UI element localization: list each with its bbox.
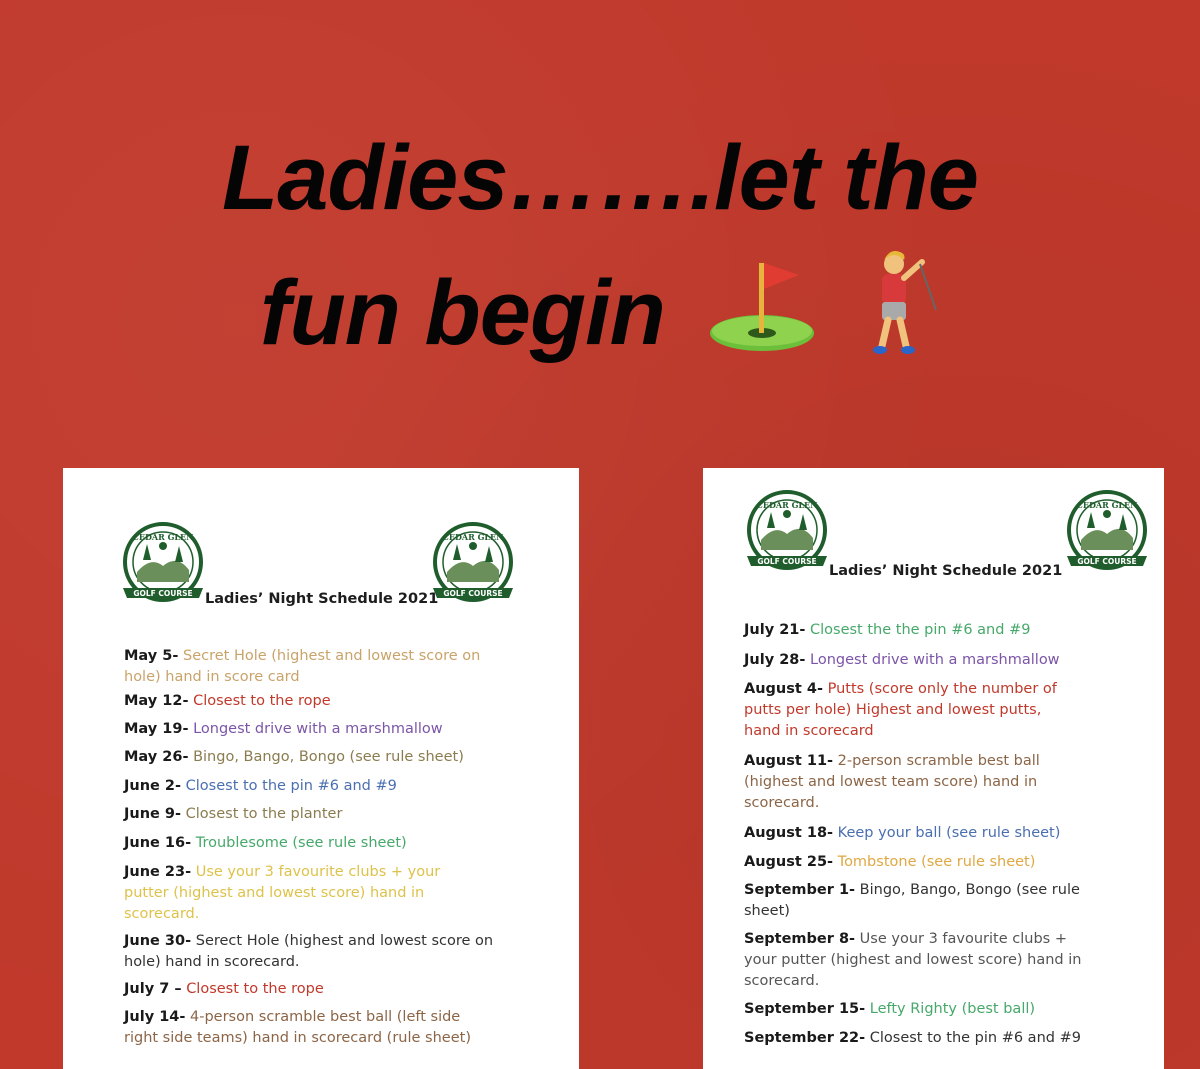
schedule-title: Ladies’ Night Schedule 2021 <box>829 563 1063 579</box>
entry-description-line: hole) hand in scorecard. <box>124 954 300 970</box>
entry-description-line: Serect Hole (highest and lowest score on <box>195 933 494 949</box>
entry-date: June 9- <box>124 806 182 822</box>
entry-description-line: (highest and lowest team score) hand in <box>744 774 1038 790</box>
entry-date: May 12- <box>124 693 189 709</box>
headline-line-2-row <box>0 250 1200 375</box>
entry-description-line: Use your 3 favourite clubs + <box>859 931 1067 947</box>
logo-arc-text: CEDAR GLEN <box>442 532 504 542</box>
entry-description-line: Tombstone (see rule sheet) <box>837 854 1036 870</box>
entry-description-line: Closest to the pin #6 and #9 <box>869 1030 1081 1046</box>
schedule-entry <box>124 862 554 925</box>
entry-date: June 30- <box>124 933 192 949</box>
entry-date: August 25- <box>744 854 834 870</box>
logo-arc-text: CEDAR GLEN <box>132 532 194 542</box>
schedule-entry <box>744 679 1149 742</box>
schedule-entry <box>124 833 554 854</box>
logo-arc-text: CEDAR GLEN <box>756 500 818 510</box>
cedar-glen-logo <box>431 520 515 606</box>
entry-date: May 26- <box>124 749 189 765</box>
entry-date: August 4- <box>744 681 823 697</box>
schedule-entry <box>124 931 554 973</box>
entry-description-line: Closest to the rope <box>186 981 324 997</box>
entry-date: August 11- <box>744 753 834 769</box>
schedule-entry <box>124 776 554 797</box>
schedule-card-right <box>703 468 1164 1069</box>
schedule-entry <box>744 751 1149 814</box>
entry-date: June 2- <box>124 778 182 794</box>
entry-description-line: 2-person scramble best ball <box>837 753 1040 769</box>
schedule-entry <box>124 1007 554 1049</box>
cedar-glen-logo <box>1065 488 1149 574</box>
logo-banner-text: GOLF COURSE <box>133 589 193 598</box>
entry-description-line: Keep your ball (see rule sheet) <box>837 825 1061 841</box>
entry-date: September 15- <box>744 1001 866 1017</box>
entry-date: August 18- <box>744 825 834 841</box>
entry-description-line: scorecard. <box>744 795 820 811</box>
schedule-entry <box>124 719 554 740</box>
schedule-entry <box>744 650 1149 671</box>
schedule-entry <box>744 1028 1149 1049</box>
schedule-entry <box>744 929 1149 992</box>
schedule-entry <box>744 999 1149 1020</box>
entry-date: June 23- <box>124 864 192 880</box>
entry-description-line: putts per hole) Highest and lowest putts, <box>744 702 1042 718</box>
schedule-entry <box>124 646 554 688</box>
entry-date: July 14- <box>124 1009 186 1025</box>
schedule-entry <box>744 852 1149 873</box>
entry-description-line: Longest drive with a marshmallow <box>193 721 443 737</box>
schedule-card-left <box>63 468 579 1069</box>
cedar-glen-logo <box>121 520 205 606</box>
woman-golfer-icon <box>860 250 940 375</box>
entry-description-line: Troublesome (see rule sheet) <box>195 835 407 851</box>
entry-description-line: hole) hand in score card <box>124 669 300 685</box>
entry-description-line: Closest the the pin #6 and #9 <box>810 622 1031 638</box>
entry-description-line: scorecard. <box>124 906 200 922</box>
entry-description-line: Bingo, Bango, Bongo (see rule <box>859 882 1080 898</box>
entry-date: July 7 – <box>124 981 182 997</box>
schedule-entry <box>124 979 554 1000</box>
headline-line-1: Ladies…….let the <box>222 127 978 229</box>
entry-date: July 28- <box>744 652 806 668</box>
schedule-entry <box>744 823 1149 844</box>
entry-date: June 16- <box>124 835 192 851</box>
entry-date: May 19- <box>124 721 189 737</box>
entry-date: July 21- <box>744 622 806 638</box>
schedule-entry <box>744 880 1149 922</box>
entry-description-line: 4-person scramble best ball (left side <box>190 1009 461 1025</box>
logo-banner-text: GOLF COURSE <box>757 557 817 566</box>
schedule-entry <box>124 747 554 768</box>
entry-date: September 22- <box>744 1030 866 1046</box>
schedule-entry <box>124 691 554 712</box>
entry-description-line: scorecard. <box>744 973 820 989</box>
schedule-title: Ladies’ Night Schedule 2021 <box>205 591 439 607</box>
headline-line-2: fun begin <box>259 261 665 364</box>
entry-description-line: sheet) <box>744 903 790 919</box>
entry-description-line: your putter (highest and lowest score) hand in <box>744 952 1082 968</box>
cedar-glen-logo <box>745 488 829 574</box>
entry-date: May 5- <box>124 648 179 664</box>
entry-description-line: Closest to the rope <box>193 693 331 709</box>
golf-flag-hole-icon <box>707 255 817 370</box>
logo-banner-text: GOLF COURSE <box>443 589 503 598</box>
entry-date: September 8- <box>744 931 856 947</box>
entry-description-line: Use your 3 favourite clubs + your <box>195 864 441 880</box>
schedule-entry <box>124 804 554 825</box>
entry-description-line: Closest to the planter <box>185 806 343 822</box>
entry-description-line: Putts (score only the number of <box>827 681 1057 697</box>
entry-date: September 1- <box>744 882 856 898</box>
logo-arc-text: CEDAR GLEN <box>1076 500 1138 510</box>
entry-description-line: Secret Hole (highest and lowest score on <box>182 648 481 664</box>
entry-description-line: Lefty Righty (best ball) <box>869 1001 1036 1017</box>
entry-description-line: putter (highest and lowest score) hand in <box>124 885 425 901</box>
entry-description-line: Longest drive with a marshmallow <box>810 652 1060 668</box>
entry-description-line: hand in scorecard <box>744 723 874 739</box>
logo-banner-text: GOLF COURSE <box>1077 557 1137 566</box>
entry-description-line: Closest to the pin #6 and #9 <box>185 778 397 794</box>
schedule-entry <box>744 620 1149 641</box>
entry-description-line: right side teams) hand in scorecard (rule sheet) <box>124 1030 471 1046</box>
entry-description-line: Bingo, Bango, Bongo (see rule sheet) <box>193 749 464 765</box>
